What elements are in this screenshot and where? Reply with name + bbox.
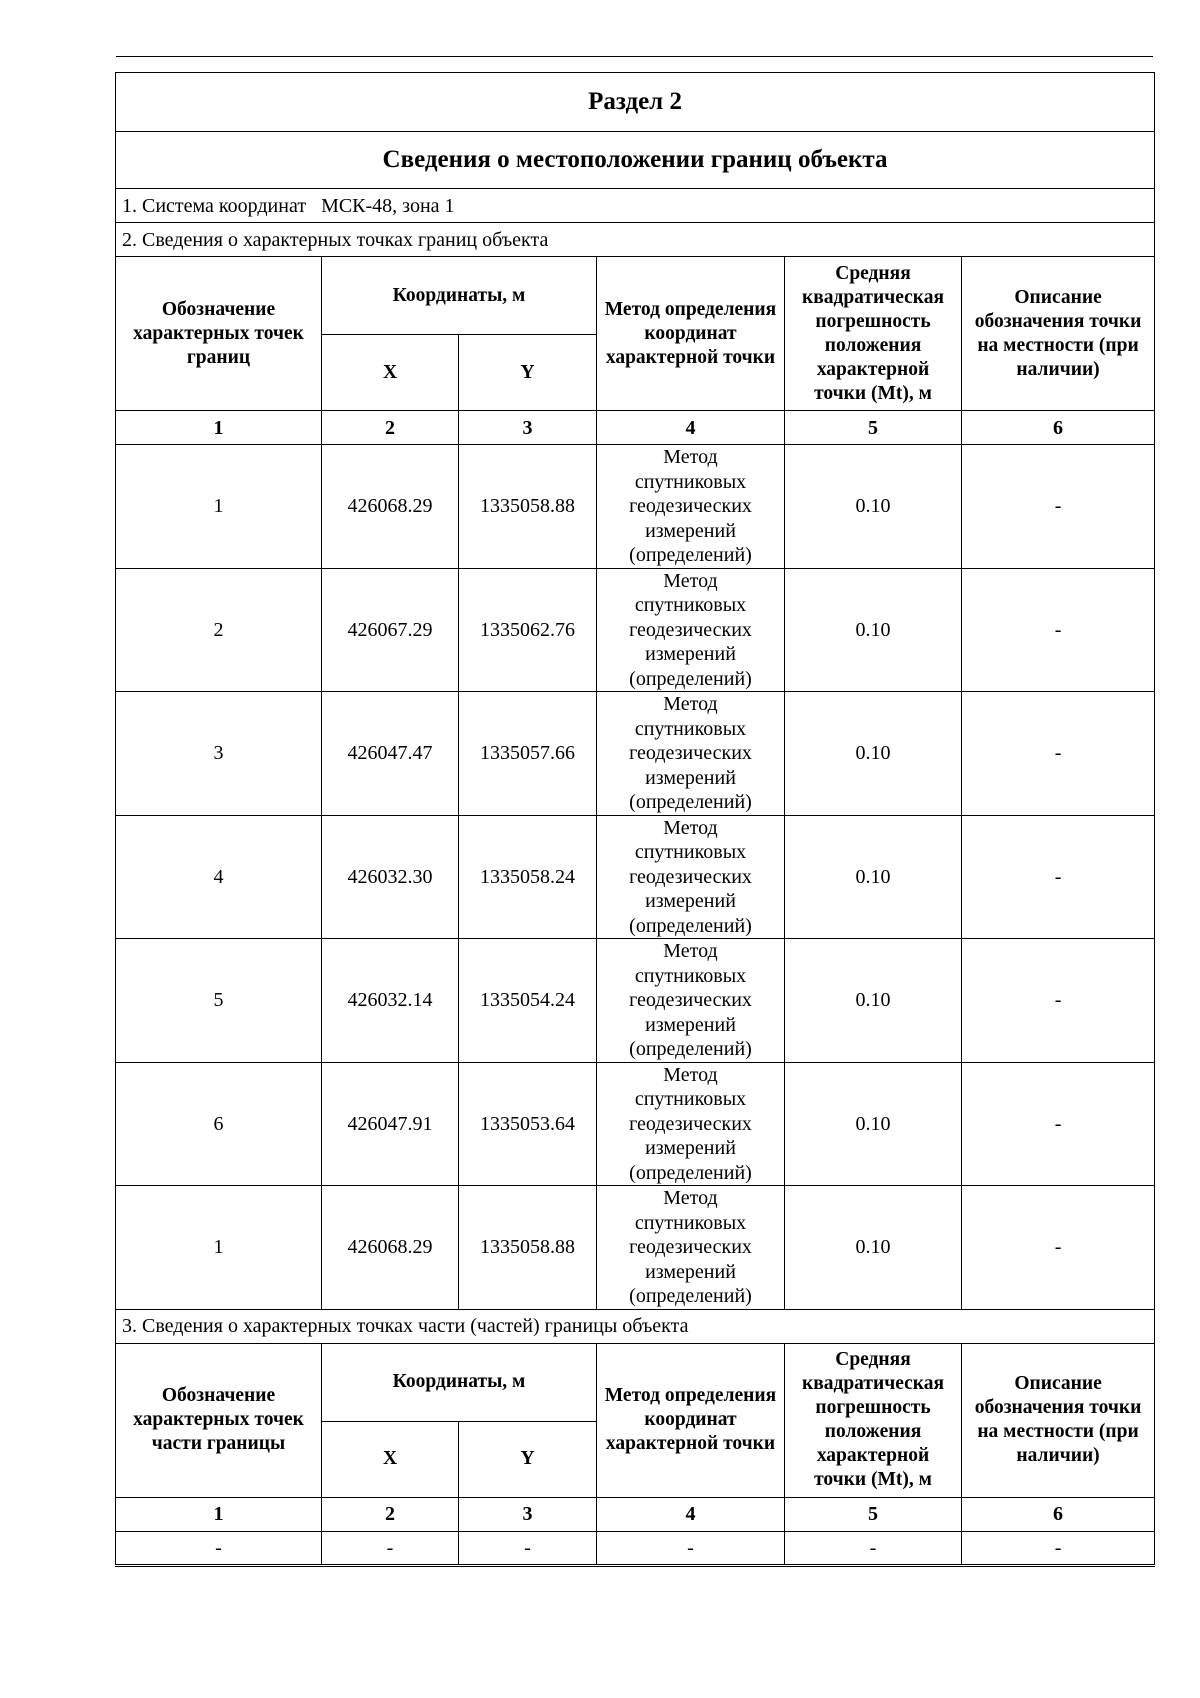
method-line: спутниковых [634, 841, 747, 863]
point-description: - [962, 692, 1155, 816]
coord-system-label: 1. Система координат [122, 194, 307, 217]
method-line: геодезических [629, 865, 752, 888]
points-heading: 2. Сведения о характерных точках границ объекта [116, 223, 1155, 257]
section-subtitle: Сведения о местоположении границ объекта [116, 132, 1155, 189]
coord-system-value: МСК-48, зона 1 [321, 194, 455, 217]
header2-coordinates: Координаты, м [322, 1343, 597, 1421]
point-x: 426047.47 [322, 692, 459, 816]
part-point-cell: - [116, 1531, 322, 1565]
section-title: Раздел 2 [116, 73, 1155, 132]
column-number: 2 [322, 1497, 459, 1531]
method-line: измерений [645, 890, 736, 912]
point-description: - [962, 939, 1155, 1063]
part-point-cell: - [785, 1531, 962, 1565]
method-line: спутниковых [634, 1088, 747, 1110]
method-line: Метод [663, 569, 718, 592]
point-x: 426067.29 [322, 568, 459, 692]
column-number: 1 [116, 1497, 322, 1531]
column-number: 1 [116, 411, 322, 445]
method-line: Метод [663, 446, 718, 468]
method-line: геодезических [629, 1236, 752, 1258]
point-id: 2 [116, 568, 322, 692]
point-x: 426032.14 [322, 939, 459, 1063]
point-id: 5 [116, 939, 322, 1063]
method-line: измерений [645, 766, 736, 789]
point-y: 1335062.76 [459, 568, 597, 692]
header-point-designation: Обозначение характерных точек границ [116, 257, 322, 411]
header-mean-error: Средняя квадратическая погрешность положения характерной точки (Mt), м [785, 257, 962, 411]
point-description: - [962, 445, 1155, 569]
method-line: измерений [645, 519, 736, 542]
method-line: Метод [663, 693, 718, 715]
method-line: измерений [645, 1137, 736, 1159]
point-method [597, 815, 785, 939]
point-method [597, 445, 785, 569]
top-rule [116, 56, 1153, 57]
point-y: 1335058.88 [459, 445, 597, 569]
point-row [116, 692, 1155, 816]
method-line: Метод [663, 816, 718, 839]
header-method: Метод определения координат характерной точки [597, 257, 785, 411]
point-row [116, 1186, 1155, 1310]
coord-system-row [116, 189, 1155, 223]
method-line: измерений [645, 1013, 736, 1036]
method-line: Метод [663, 1187, 718, 1209]
method-line: Метод [663, 1063, 718, 1086]
point-method [597, 568, 785, 692]
point-mt: 0.10 [785, 1186, 962, 1310]
point-id: 1 [116, 445, 322, 569]
header2-description: Описание обозначения точки на местности (при наличии) [962, 1343, 1155, 1497]
point-method [597, 1062, 785, 1186]
point-id: 1 [116, 1186, 322, 1310]
header-description: Описание обозначения точки на местности (при наличии) [962, 257, 1155, 411]
header2-point-designation: Обозначение характерных точек части границы [116, 1343, 322, 1497]
point-method [597, 939, 785, 1063]
header2-mean-error: Средняя квадратическая погрешность положения характерной точки (Mt), м [785, 1343, 962, 1497]
header-coordinates: Координаты, м [322, 257, 597, 335]
point-description: - [962, 815, 1155, 939]
point-method [597, 1186, 785, 1310]
method-line: измерений [645, 1260, 736, 1283]
point-mt: 0.10 [785, 815, 962, 939]
column-number: 5 [785, 1497, 962, 1531]
column-number: 4 [597, 411, 785, 445]
method-line: геодезических [629, 1112, 752, 1135]
boundary-table [115, 72, 1155, 1567]
point-row [116, 815, 1155, 939]
column-number: 4 [597, 1497, 785, 1531]
point-description: - [962, 1062, 1155, 1186]
point-row [116, 568, 1155, 692]
point-method [597, 692, 785, 816]
column-number: 2 [322, 411, 459, 445]
point-mt: 0.10 [785, 445, 962, 569]
column-number: 3 [459, 1497, 597, 1531]
point-mt: 0.10 [785, 568, 962, 692]
header2-x: X [322, 1421, 459, 1497]
header-x: X [322, 335, 459, 411]
point-y: 1335058.24 [459, 815, 597, 939]
column-number: 6 [962, 411, 1155, 445]
method-line: (определений) [629, 667, 752, 690]
part-point-cell: - [322, 1531, 459, 1565]
part-point-cell: - [962, 1531, 1155, 1565]
header2-method: Метод определения координат характерной точки [597, 1343, 785, 1497]
point-y: 1335053.64 [459, 1062, 597, 1186]
method-line: спутниковых [634, 717, 747, 740]
method-line: геодезических [629, 989, 752, 1011]
method-line: (определений) [629, 791, 752, 813]
point-id: 6 [116, 1062, 322, 1186]
column-number: 5 [785, 411, 962, 445]
part-point-row [116, 1531, 1155, 1565]
point-row [116, 445, 1155, 569]
method-line: (определений) [629, 914, 752, 937]
method-line: измерений [645, 643, 736, 665]
point-id: 4 [116, 815, 322, 939]
method-line: (определений) [629, 1285, 752, 1307]
method-line: геодезических [629, 742, 752, 764]
point-x: 426047.91 [322, 1062, 459, 1186]
point-mt: 0.10 [785, 1062, 962, 1186]
point-x: 426032.30 [322, 815, 459, 939]
point-description: - [962, 568, 1155, 692]
point-id: 3 [116, 692, 322, 816]
method-line: (определений) [629, 544, 752, 566]
column-number: 6 [962, 1497, 1155, 1531]
point-y: 1335058.88 [459, 1186, 597, 1310]
column-numbers-row [116, 1497, 1155, 1531]
header2-y: Y [459, 1421, 597, 1497]
method-line: геодезических [629, 495, 752, 517]
method-line: (определений) [629, 1038, 752, 1060]
method-line: спутниковых [634, 470, 747, 493]
method-line: (определений) [629, 1161, 752, 1184]
point-y: 1335054.24 [459, 939, 597, 1063]
point-x: 426068.29 [322, 1186, 459, 1310]
method-line: спутниковых [634, 1211, 747, 1234]
header-y: Y [459, 335, 597, 411]
method-line: спутниковых [634, 964, 747, 987]
method-line: Метод [663, 940, 718, 962]
parts-heading: 3. Сведения о характерных точках части (частей) границы объекта [116, 1309, 1155, 1343]
point-x: 426068.29 [322, 445, 459, 569]
point-description: - [962, 1186, 1155, 1310]
point-row [116, 1062, 1155, 1186]
part-point-cell: - [459, 1531, 597, 1565]
point-mt: 0.10 [785, 692, 962, 816]
column-number: 3 [459, 411, 597, 445]
point-row [116, 939, 1155, 1063]
part-point-cell: - [597, 1531, 785, 1565]
column-numbers-row [116, 411, 1155, 445]
point-y: 1335057.66 [459, 692, 597, 816]
method-line: спутниковых [634, 594, 747, 616]
point-mt: 0.10 [785, 939, 962, 1063]
method-line: геодезических [629, 618, 752, 641]
